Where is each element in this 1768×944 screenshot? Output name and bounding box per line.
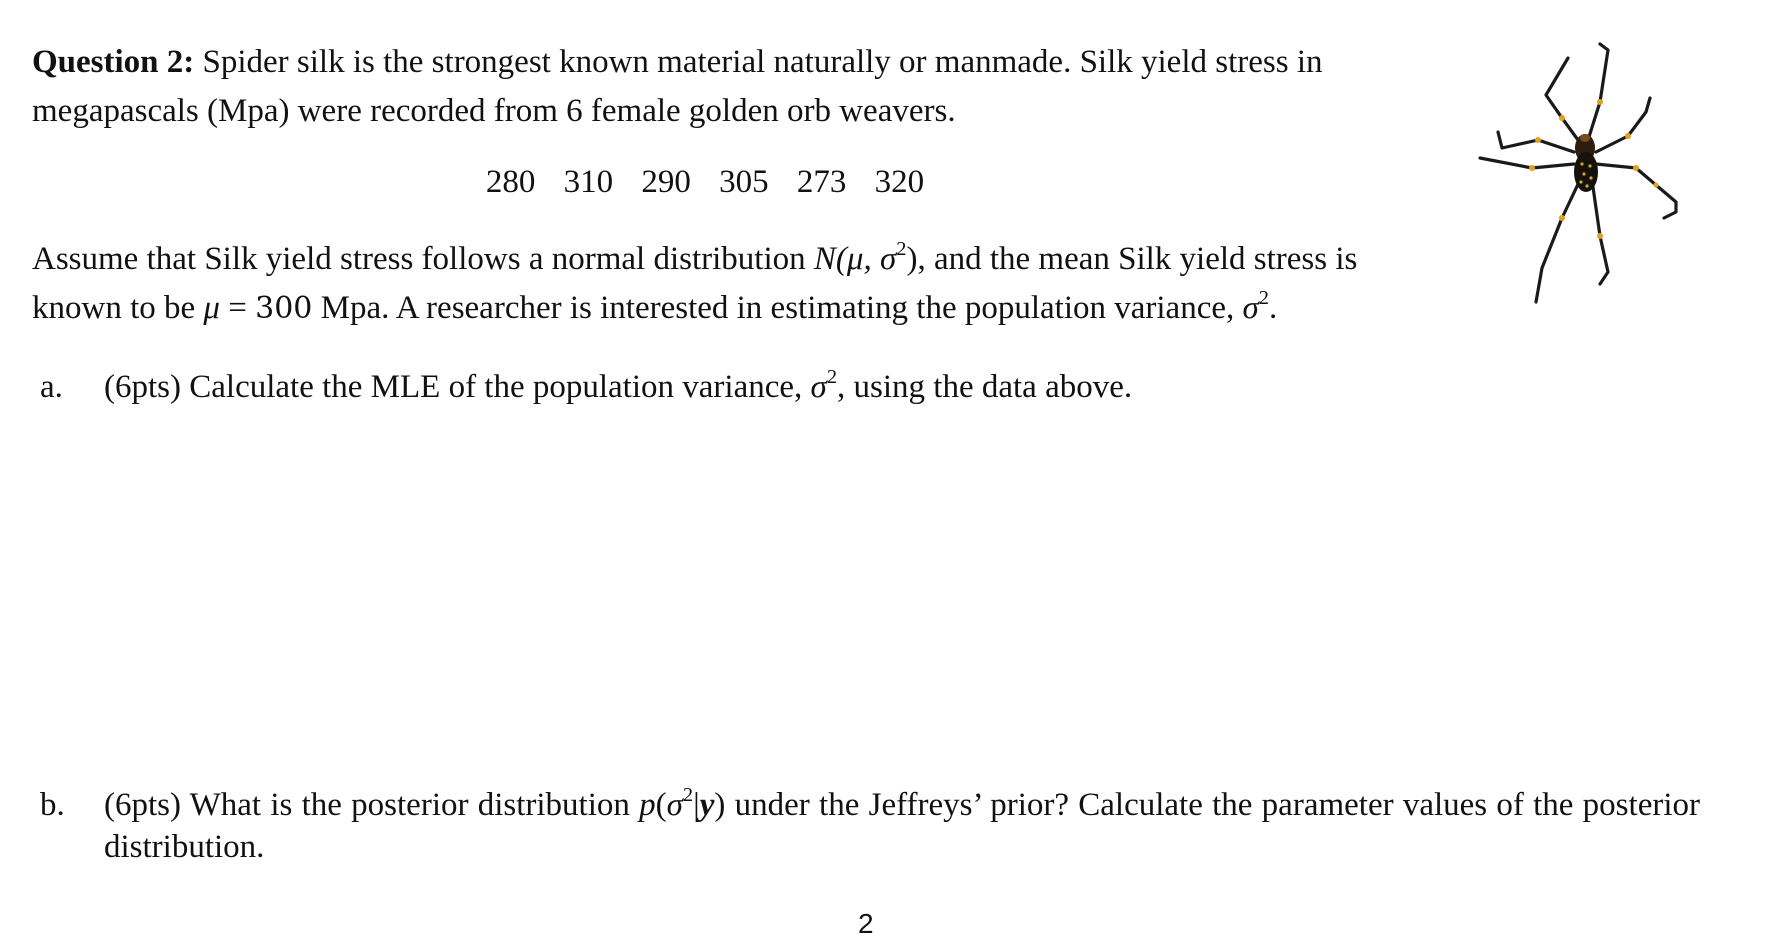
assume-part-3: Mpa. A researcher is interested in estimating the population variance,: [312, 290, 1243, 326]
data-value: 305: [719, 164, 769, 200]
data-value: 290: [641, 164, 691, 200]
data-value: 310: [563, 164, 614, 200]
period: .: [1269, 290, 1278, 326]
question-intro-text: Spider silk is the strongest known material naturally or manmade. Silk yield stress in megapascals (Mpa) were recorded from 6 female golden orb weavers.: [32, 44, 1323, 129]
y-vector: y: [699, 787, 715, 823]
mu-symbol: μ: [203, 290, 220, 326]
data-value: 280: [485, 164, 536, 200]
part-b-text-1: (6pts) What is the posterior distribution: [104, 787, 640, 823]
question-label: Question 2:: [32, 44, 195, 80]
superscript-2: 2: [1258, 286, 1269, 309]
part-a-text-1: (6pts) Calculate the MLE of the population variance,: [104, 369, 811, 405]
dist-args: (μ, σ: [835, 241, 897, 277]
sigma-symbol: σ: [1242, 290, 1259, 326]
assume-part-1: Assume that Silk yield stress follows a normal distribution: [32, 241, 814, 277]
superscript-2: 2: [826, 365, 838, 388]
data-value: 273: [796, 164, 847, 200]
spider-image: [1450, 40, 1710, 310]
data-value: 320: [874, 164, 925, 200]
page-number: 2: [858, 908, 874, 939]
p-symbol: p: [639, 787, 656, 823]
part-b-text-2: under the Jeffreys’ prior? Calculate the parameter values of the posterior distribution.: [104, 787, 1700, 865]
given-bar: |: [693, 787, 700, 823]
superscript-2: 2: [682, 783, 694, 806]
dist-close: ): [906, 241, 918, 277]
question-intro: [32, 38, 1412, 136]
close-paren: ): [714, 787, 726, 823]
sigma-symbol: σ: [810, 369, 827, 405]
part-b: [40, 784, 1700, 884]
assume-part-2: , and the mean Silk yield stress is known to be: [32, 241, 1358, 326]
dist-symbol: N: [813, 241, 836, 277]
part-a-label: a.: [40, 369, 63, 405]
part-b-label: b.: [40, 787, 65, 823]
open-paren: (: [655, 787, 667, 823]
data-values: [0, 158, 1410, 207]
equals-sign: =: [219, 290, 256, 326]
superscript-2: 2: [896, 237, 907, 260]
mu-value: 300: [255, 291, 313, 326]
part-a: [40, 366, 1440, 416]
sigma-symbol: σ: [666, 787, 683, 823]
part-a-text-2: , using the data above.: [837, 369, 1133, 405]
part-a-text: [104, 366, 1132, 408]
assumption-text: [32, 235, 1412, 333]
part-b-text: [104, 784, 1700, 868]
